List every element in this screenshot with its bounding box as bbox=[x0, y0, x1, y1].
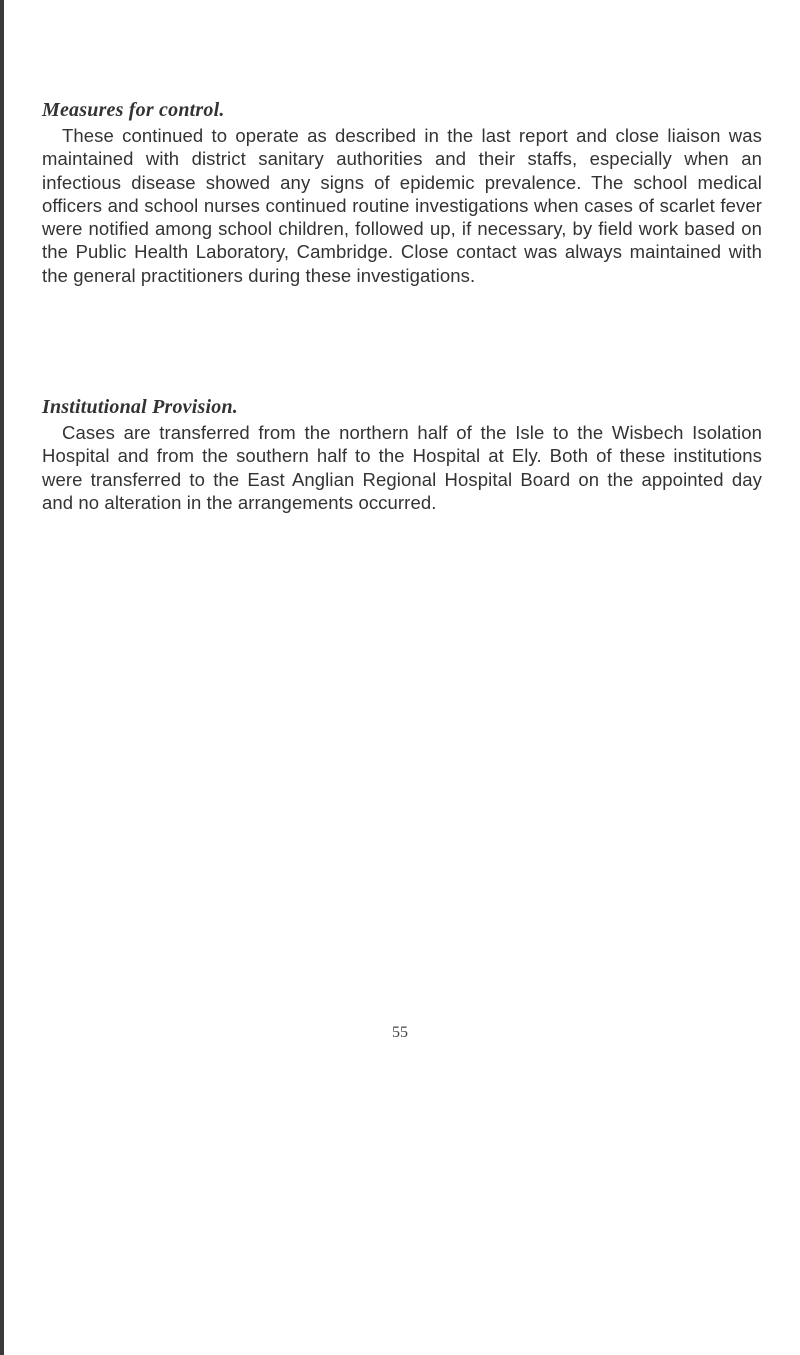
section-paragraph: These continued to operate as described in the last report and close liaison was maintained with district sanitary authorities and their staffs, especially when an infectious disease showed any signs of epidemic prevalence. The school medical officers and school nurses continued routine investigations when cases of scarlet fever were notified among school children, followed up, if necessary, by field work based on the Public Health Laboratory, Cambridge. Close contact was always maintained with the general practitioners during these investigations. bbox=[42, 125, 762, 286]
section-measures-for-control bbox=[42, 98, 762, 287]
page-number: 55 bbox=[392, 1024, 408, 1041]
section-paragraph: Cases are transferred from the northern half of the Isle to the Wisbech Isolation Hospital and from the southern half to the Hospital at Ely. Both of these institutions were transferred to the East Anglian Regional Hospital Board on the appointed day and no alteration in the arrangements occurred. bbox=[42, 422, 762, 513]
page-left-edge bbox=[0, 0, 4, 1355]
section-institutional-provision bbox=[42, 395, 762, 514]
section-heading: Institutional Provision. bbox=[42, 396, 238, 418]
section-heading: Measures for control. bbox=[42, 99, 225, 121]
